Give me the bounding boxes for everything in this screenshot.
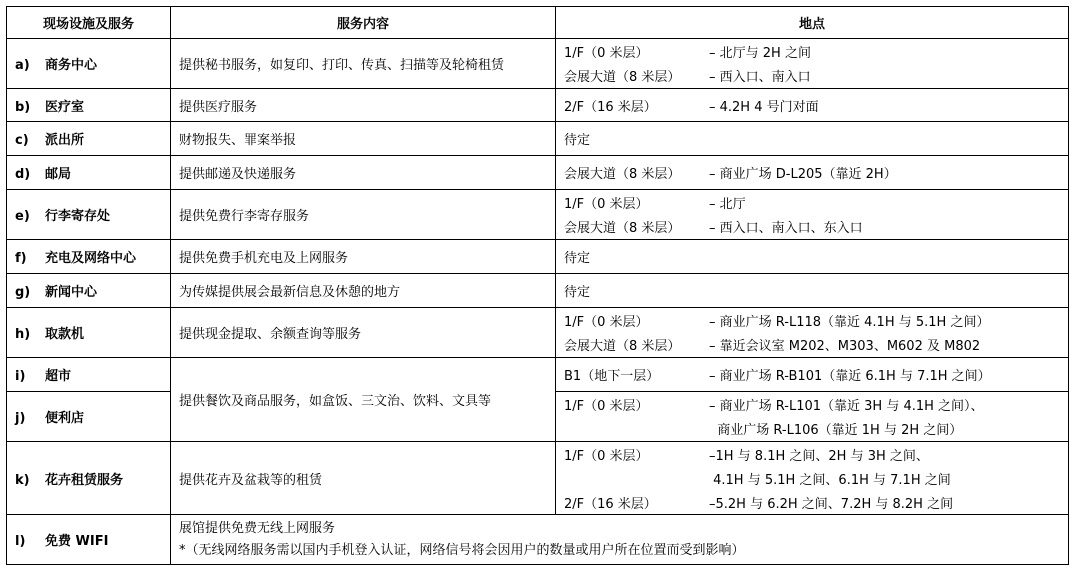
facility-cell — [7, 515, 171, 565]
row-letter: i) — [15, 369, 26, 384]
facility-name: 便利店 — [45, 411, 85, 426]
service-cell: 提供现金提取、余额查询等服务 — [171, 308, 556, 358]
table-row — [7, 358, 1069, 392]
table-row — [7, 156, 1069, 190]
service-cell: 为传媒提供展会最新信息及休憩的地方 — [171, 274, 556, 308]
facility-name: 免费 WIFI — [45, 534, 109, 549]
location-detail: – 西入口、南入口、东入口 — [709, 221, 863, 236]
header-service: 服务内容 — [171, 7, 556, 39]
location-detail: – 4.2H 4 号门对面 — [709, 99, 819, 115]
row-letter: k) — [15, 472, 30, 488]
location-detail: – 北厅与 2H 之间 — [709, 46, 811, 61]
location-cell — [556, 358, 1069, 392]
facility-cell — [7, 442, 171, 515]
location-detail: – 西入口、南入口 — [709, 70, 811, 85]
service-cell: 提供秘书服务，如复印、打印、传真、扫描等及轮椅租赁 — [171, 39, 556, 89]
location-cell — [556, 442, 1069, 515]
facility-cell — [7, 274, 171, 308]
row-letter: h) — [15, 327, 31, 342]
facility-cell — [7, 156, 171, 190]
location-cell — [556, 240, 1069, 274]
floor: 2/F（16 米层） — [564, 99, 657, 115]
floor: 1/F（0 米层） — [564, 399, 649, 414]
row-letter: d) — [15, 167, 31, 182]
floor: 待定 — [564, 285, 591, 300]
row-letter: b) — [15, 99, 31, 115]
location-detail: –5.2H 与 6.2H 之间、7.2H 与 8.2H 之间 — [709, 496, 954, 512]
header-facility: 现场设施及服务 — [7, 7, 171, 39]
location-cell — [556, 156, 1069, 190]
table-row — [7, 190, 1069, 240]
facility-name: 派出所 — [45, 133, 85, 148]
floor: 待定 — [564, 133, 591, 148]
facility-name: 充电及网络中心 — [45, 251, 137, 266]
facility-cell — [7, 190, 171, 240]
floor: 会展大道（8 米层） — [564, 339, 681, 354]
facility-name: 取款机 — [45, 327, 85, 342]
facility-name: 行李寄存处 — [45, 209, 111, 224]
location-detail: –1H 与 8.1H 之间、2H 与 3H 之间、 — [709, 448, 929, 464]
floor: 1/F（0 米层） — [564, 315, 649, 330]
location-detail: – 商业广场 R-L101（靠近 3H 与 4.1H 之间）、 — [709, 399, 984, 414]
table-row — [7, 240, 1069, 274]
table-row — [7, 515, 1069, 565]
row-letter: g) — [15, 285, 31, 300]
facility-name: 新闻中心 — [45, 285, 98, 300]
service-cell: 提供免费手机充电及上网服务 — [171, 240, 556, 274]
floor: 1/F（0 米层） — [564, 197, 649, 212]
floor: 会展大道（8 米层） — [564, 70, 681, 85]
location-cell — [556, 89, 1069, 122]
facility-cell — [7, 308, 171, 358]
location-detail: – 商业广场 D-L205（靠近 2H） — [709, 167, 897, 182]
location-detail: – 北厅 — [709, 197, 746, 212]
facility-cell — [7, 358, 171, 392]
facility-cell — [7, 240, 171, 274]
table-row — [7, 89, 1069, 122]
location-detail: 商业广场 R-L106（靠近 1H 与 2H 之间） — [709, 423, 963, 438]
floor: 会展大道（8 米层） — [564, 221, 681, 236]
row-letter: l) — [15, 534, 26, 549]
table-row — [7, 308, 1069, 358]
row-letter: f) — [15, 251, 27, 266]
facility-name: 医疗室 — [45, 99, 85, 115]
row-letter: c) — [15, 133, 29, 148]
location-cell — [556, 39, 1069, 89]
table-row — [7, 442, 1069, 515]
location-cell — [556, 190, 1069, 240]
wifi-service-text: 展馆提供免费无线上网服务 — [179, 520, 336, 536]
facilities-table — [6, 6, 1069, 565]
row-letter: a) — [15, 58, 30, 73]
location-detail: – 靠近会议室 M202、M303、M602 及 M802 — [709, 339, 981, 354]
service-cell: 财物报失、罪案举报 — [171, 122, 556, 156]
service-cell: 提供免费行李寄存服务 — [171, 190, 556, 240]
location-detail: – 商业广场 R-B101（靠近 6.1H 与 7.1H 之间） — [709, 369, 991, 384]
facility-cell — [7, 392, 171, 442]
service-cell: 提供邮递及快递服务 — [171, 156, 556, 190]
service-cell: 提供餐饮及商品服务，如盒饭、三文治、饮料、文具等 — [171, 358, 556, 442]
table-row — [7, 274, 1069, 308]
header-row — [7, 7, 1069, 39]
floor: 2/F（16 米层） — [564, 496, 657, 512]
location-detail: – 商业广场 R-L118（靠近 4.1H 与 5.1H 之间） — [709, 315, 990, 330]
floor: B1（地下一层） — [564, 369, 660, 384]
floor: 待定 — [564, 251, 591, 266]
service-cell: 提供花卉及盆栽等的租赁 — [171, 442, 556, 515]
location-detail: 4.1H 与 5.1H 之间、6.1H 与 7.1H 之间 — [709, 472, 951, 488]
floor: 1/F（0 米层） — [564, 46, 649, 61]
location-cell — [556, 308, 1069, 358]
facility-name: 花卉租赁服务 — [45, 472, 124, 488]
location-cell — [556, 392, 1069, 442]
location-cell — [556, 122, 1069, 156]
floor: 会展大道（8 米层） — [564, 167, 681, 182]
table-row — [7, 122, 1069, 156]
row-letter: e) — [15, 209, 30, 224]
facility-cell — [7, 89, 171, 122]
service-cell — [171, 515, 1069, 565]
wifi-note-text: *（无线网络服务需以国内手机登入认证，网络信号将会因用户的数量或用户所在位置而受到影响） — [179, 542, 745, 558]
table-row — [7, 39, 1069, 89]
header-location: 地点 — [556, 7, 1069, 39]
facility-cell — [7, 122, 171, 156]
facility-cell — [7, 39, 171, 89]
facility-name: 商务中心 — [45, 58, 98, 73]
facility-name: 邮局 — [45, 167, 72, 182]
floor: 1/F（0 米层） — [564, 448, 649, 464]
row-letter: j) — [15, 411, 26, 426]
service-cell: 提供医疗服务 — [171, 89, 556, 122]
location-cell — [556, 274, 1069, 308]
facility-name: 超市 — [45, 369, 72, 384]
